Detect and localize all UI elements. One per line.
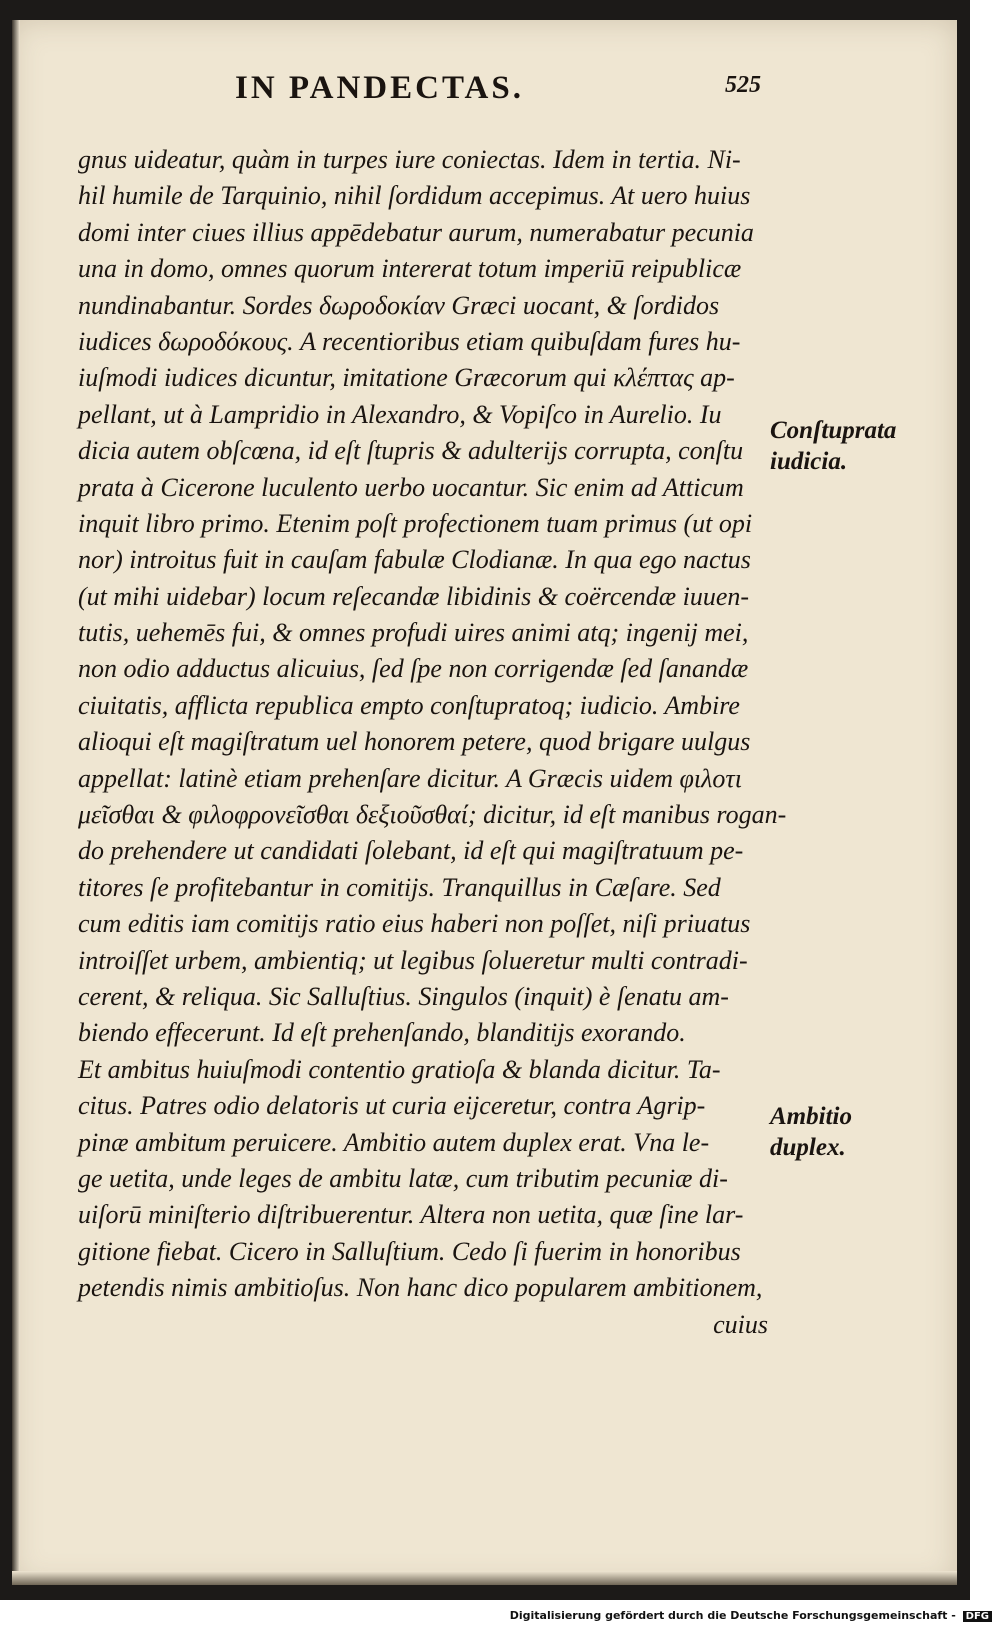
page-gutter-shadow: [12, 20, 20, 1585]
text-line: gnus uideatur, quàm in turpes iure coniectas. Idem in tertia. Ni-: [78, 145, 741, 174]
dfg-logo: DFG: [963, 1611, 992, 1622]
text-line: tutis, uehemēs fui, & omnes profudi uires animi atq; ingenij mei,: [78, 618, 749, 648]
text-line: (ut mihi uidebar) locum reſecandæ libidinis & coërcendæ iuuen-: [78, 581, 750, 611]
text-line: hil humile de Tarquinio, nihil ſordidum accepimus. At uero huius: [78, 181, 751, 211]
marginal-note-line: Ambitio: [770, 1103, 852, 1130]
running-title: IN PANDECTAS.: [235, 70, 524, 106]
text-line: pellant, ut à Lampridio in Alexandro, & Vopiſco in Aurelio. Iu: [78, 399, 722, 429]
text-line: appellat: latinè etiam prehenſare dicitur. A Græcis uidem φιλοτι: [78, 763, 742, 793]
text-line: uiſorū miniſterio diſtribuerentur. Altera non uetita, quæ ſine lar-: [78, 1200, 744, 1230]
text-line: cerent, & reliqua. Sic Salluſtius. Singulos (inquit) è ſenatu am-: [78, 981, 729, 1011]
digitization-credit: [510, 1609, 992, 1622]
text-line: citus. Patres odio delatoris ut curia eijceretur, contra Agrip-: [78, 1091, 706, 1121]
text-line: petendis nimis ambitioſus. Non hanc dico popularem ambitionem,: [78, 1273, 763, 1303]
text-line: nundinabantur. Sordes δωροδοκίαν Græci uocant, & ſordidos: [78, 290, 720, 320]
marginal-note-line: iudicia.: [770, 448, 848, 475]
marginal-note-line: Conſtuprata: [770, 417, 897, 444]
page-bottom-edge: [12, 1571, 957, 1585]
text-line: ge uetita, unde leges de ambitu latæ, cum tributim pecuniæ di-: [78, 1163, 728, 1193]
text-line: non odio adductus alicuius, ſed ſpe non corrigendæ ſed ſanandæ: [78, 654, 749, 684]
text-line: prata à Cicerone luculento uerbo uocantur. Sic enim ad Atticum: [78, 472, 744, 502]
text-line: gitione fiebat. Cicero in Salluſtium. Cedo ſi fuerim in honoribus: [78, 1236, 741, 1266]
marginal-note-line: duplex.: [770, 1134, 846, 1161]
credit-text: Digitalisierung gefördert durch die Deutsche Forschungsgemeinschaft -: [509, 1609, 956, 1622]
text-line: introiſſet urbem, ambientiq; ut legibus ſolueretur multi contradi-: [78, 945, 748, 975]
text-line: iuſmodi iudices dicuntur, imitatione Græcorum qui κλέπτας ap-: [78, 363, 735, 393]
text-line: domi inter ciues illius appēdebatur aurum, numerabatur pecunia: [78, 217, 754, 247]
text-line: ciuitatis, afflicta republica empto conſtupratoq; iudicio. Ambire: [78, 690, 740, 720]
text-line: inquit libro primo. Etenim poſt profectionem tuam primus (ut opi: [78, 508, 753, 538]
text-line: Et ambitus huiuſmodi contentio gratioſa & blanda dicitur. Ta-: [78, 1054, 721, 1084]
text-line: pinæ ambitum peruicere. Ambitio autem duplex erat. Vna le-: [78, 1127, 710, 1157]
text-line: dicia autem obſcœna, id eſt ſtupris & adulterijs corrupta, conſtu: [78, 436, 744, 466]
text-line: biendo effecerunt. Id eſt prehenſando, blanditijs exorando.: [78, 1018, 686, 1048]
catchword: cuius: [713, 1309, 768, 1339]
main-text-block: [78, 142, 787, 1343]
marginal-note-ambitio: [770, 1101, 945, 1163]
page-number: 525: [725, 72, 761, 98]
text-line: alioqui eſt magiſtratum uel honorem petere, quod brigare uulgus: [78, 727, 751, 757]
text-line: cum editis iam comitijs ratio eius haberi non poſſet, niſi priuatus: [78, 909, 751, 939]
text-line: do prehendere ut candidati ſolebant, id eſt qui magiſtratuum pe-: [78, 836, 744, 866]
text-line: iudices δωροδόκους. A recentioribus etiam quibuſdam fures hu-: [78, 326, 741, 356]
text-line: nor) introitus fuit in cauſam fabulæ Clodianæ. In qua ego nactus: [78, 545, 751, 575]
marginal-note-constuprata: [770, 415, 945, 477]
text-line: una in domo, omnes quorum intererat totum imperiū reipublicæ: [78, 254, 742, 284]
text-line: titores ſe profitebantur in comitijs. Tranquillus in Cæſare. Sed: [78, 872, 721, 902]
text-line: μεῖσθαι & φιλοφρονεῖσθαι δεξιοῦσθαί; dicitur, id eſt manibus rogan-: [78, 800, 787, 830]
